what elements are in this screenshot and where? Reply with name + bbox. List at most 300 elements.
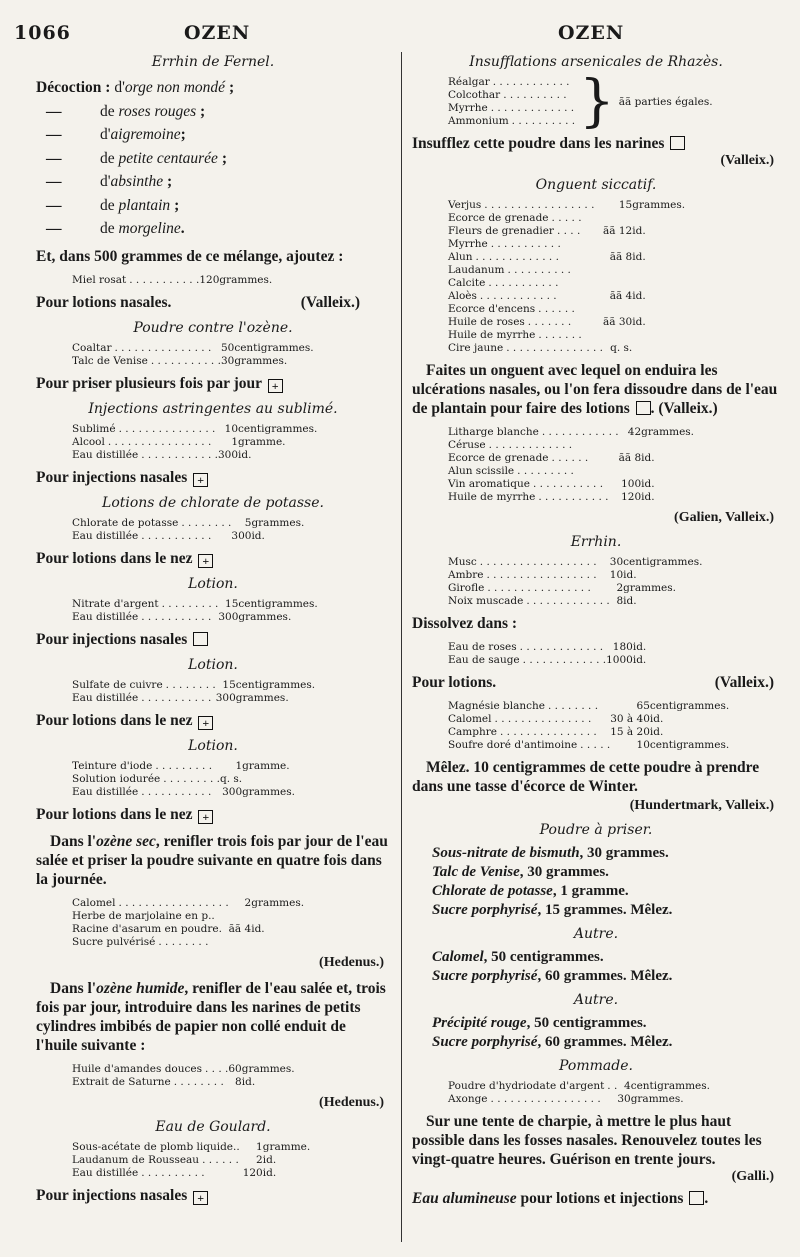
quantity-cell — [603, 212, 632, 225]
unit-cell: gramme. — [262, 1140, 311, 1153]
table-row — [448, 238, 685, 251]
dash-mark: — — [46, 173, 62, 190]
formula-list — [412, 1014, 780, 1052]
ingredient-name: petite centaurée — [118, 149, 218, 167]
ingredient-name: Calcite — [448, 277, 486, 289]
ingredient-name: Huile de myrrhe — [448, 491, 536, 503]
ingredient-cell — [72, 598, 218, 611]
leader-dots: . . . . . . . . . . . . . . . . . — [118, 896, 229, 909]
leader-dots: . . . . — [204, 1062, 229, 1075]
ingredient-name: morgeline — [118, 220, 181, 237]
leader-dots: . . . . . . . . . . . . — [479, 290, 557, 302]
leader-dots: . . . . . . . . . . . — [141, 610, 212, 623]
ingredient-name: roses rouges — [118, 102, 197, 120]
decoction-line — [36, 123, 390, 147]
plus-box-icon: + — [193, 473, 208, 487]
ingredient-cell — [72, 692, 216, 705]
quantity-cell: q. s. — [610, 342, 633, 354]
unit-cell: grammes. — [235, 691, 289, 704]
empty-box-icon — [636, 401, 651, 415]
table-row — [72, 1154, 310, 1167]
quantity-cell: 8 — [616, 595, 624, 607]
decoction-line — [36, 194, 390, 218]
ingredient-cell — [72, 1141, 243, 1154]
table-row — [448, 739, 729, 752]
quantity-cell: 30 — [617, 1093, 631, 1105]
unit-cell — [632, 342, 685, 355]
quantity-cell: 1 — [256, 1140, 263, 1153]
ingredient-cell — [448, 212, 603, 225]
plus-box-icon: + — [198, 716, 213, 730]
ingredient-cell — [448, 478, 619, 491]
table-row — [448, 264, 685, 277]
unit-cell: grammes. — [632, 199, 686, 211]
plus-box-icon: + — [198, 554, 213, 568]
article: d' — [100, 173, 111, 190]
ingredient-cell — [448, 277, 603, 290]
ingredient-name: Fleurs de grenadier — [448, 225, 554, 237]
punctuation: ; — [170, 196, 180, 214]
leader-dots: . . . . . . . . . . . — [150, 354, 221, 367]
ingredient-name: Girofle — [448, 582, 485, 594]
source-citation: (Galli.) — [731, 1169, 774, 1184]
unit-cell: centigrammes. — [235, 678, 316, 691]
decoction-line — [36, 170, 390, 194]
quantity-cell: ãã 4 — [228, 922, 252, 935]
unit-cell: centigrammes. — [623, 556, 703, 568]
table-row — [72, 773, 295, 786]
ingredient-cell — [448, 1093, 617, 1106]
table-row — [72, 517, 304, 530]
table-row — [448, 595, 702, 608]
ingredient-cell — [448, 1080, 617, 1093]
table-row — [448, 465, 694, 478]
unit-cell: id. — [262, 1166, 277, 1179]
ingredient-cell — [448, 739, 610, 752]
ingredient-name: Teinture d'iode — [72, 759, 153, 772]
ingredient-name: Sublimé — [72, 422, 116, 435]
table-row — [448, 641, 646, 654]
unit-cell: centigrammes. — [238, 422, 318, 435]
quantity-cell: 100 — [621, 478, 642, 490]
quantity-cell: 15 — [618, 199, 633, 211]
quantity-cell: 1 — [235, 759, 243, 772]
unit-cell: grammes. — [238, 610, 292, 623]
leader-dots: . . . . . . — [551, 452, 589, 464]
table-row — [72, 449, 317, 462]
leader-dots: . . . . . . . . — [181, 516, 232, 529]
leader-dots: . . . . . — [551, 212, 582, 224]
ingredient-table — [72, 274, 272, 287]
leader-dots: . . . . . . . . . . . . . . . . . — [486, 569, 597, 581]
recipe-title: Poudre contre l'ozène. — [133, 319, 293, 336]
recipe-title: Errhin de Fernel. — [151, 54, 275, 70]
leader-dots: . . . . . . . . . . . . . . . — [494, 713, 592, 725]
ingredient-name: plantain — [118, 196, 171, 214]
dose: , 15 grammes. Mêlez. — [537, 902, 673, 918]
source-citation: (Valleix.) — [720, 153, 774, 168]
leader-dots: . . . . . . . . . . . . — [492, 76, 570, 88]
leader-dots: . . . . . . . . . . . — [141, 691, 212, 704]
table-row — [72, 530, 304, 543]
ingredient-name: Eau de roses — [448, 641, 517, 653]
ingredient-cell — [448, 641, 606, 654]
table-row — [448, 556, 702, 569]
quantity-cell — [619, 465, 642, 478]
table-row — [448, 342, 685, 355]
leader-dots: . . . . . . . . . . . . . . . . . — [490, 1093, 601, 1105]
leader-dots: . . . . . . . . . . . — [488, 277, 559, 289]
ingredient-cell — [72, 1076, 228, 1089]
paragraph: Dans l'ozène humide, renifler de l'eau salée et, trois fois par jour, introduire dans les narines de petits cylindres imbibés de papier non collé enduit de l'huile suivante : — [36, 979, 386, 1054]
ingredient-cell — [448, 316, 603, 329]
quantity-cell: 42 — [627, 426, 642, 438]
unit-cell: gramme. — [242, 759, 290, 772]
usage-line: Pour injections nasales + — [36, 468, 390, 487]
recipe-title: Lotions de chlorate de potasse. — [102, 494, 324, 511]
ingredient-name: Alun scissile — [448, 465, 515, 477]
quantity-cell: 2 — [244, 896, 252, 909]
table-row — [72, 1141, 310, 1154]
leader-dots: . . . . . . . — [538, 329, 582, 341]
recipe-title: Lotion. — [188, 737, 238, 754]
ingredient-table — [448, 426, 694, 504]
table-row — [72, 923, 304, 936]
unit-cell — [632, 329, 685, 342]
quantity-cell: 300 — [231, 529, 252, 542]
leader-dots: . . . . . . — [202, 1153, 239, 1166]
decoction-list — [36, 100, 390, 241]
table-row — [448, 726, 729, 739]
table-row — [448, 290, 685, 303]
leader-dots: . . . . . . . . . . . — [532, 478, 604, 490]
leader-dots: . . . . . . . . . . . . — [141, 448, 218, 461]
unit-cell: id. — [641, 452, 655, 464]
table-row — [448, 212, 685, 225]
ingredient-name: Sous-acétate de plomb liquide.. — [72, 1140, 240, 1153]
dose: , 60 grammes. Mêlez. — [537, 968, 673, 984]
ingredient-name: Précipité rouge — [432, 1015, 527, 1031]
ingredient-name: Eau distillée — [72, 785, 139, 798]
usage-line: Pour injections nasales — [36, 630, 390, 649]
quantity-cell: 300 — [215, 691, 236, 704]
ingredient-cell — [448, 713, 610, 726]
table-row — [448, 303, 685, 316]
formula-list — [412, 948, 780, 986]
dose: , 1 gramme. — [552, 883, 629, 899]
ingredient-cell — [72, 923, 229, 936]
dose: , 30 grammes. — [579, 845, 669, 861]
paragraph: Dans l'ozène sec, renifler trois fois par jour de l'eau salée et priser la poudre suivante en quatre fois dans la journée. — [36, 832, 388, 888]
ingredient-table — [448, 556, 702, 608]
leader-dots: . . . . . . . . . . . . . . . — [506, 342, 604, 354]
leader-dots: . . . . . . . . . . — [507, 264, 571, 276]
ingredient-name: Sucre porphyrisé — [432, 968, 538, 984]
leader-dots: . . . . . . . . . . . . . . . . — [487, 582, 591, 594]
ingredient-name: Talc de Venise — [72, 354, 148, 367]
leader-dots: . . . . . . . . . — [161, 597, 219, 610]
table-row — [448, 329, 685, 342]
table-row — [72, 936, 304, 949]
formula-line — [432, 948, 780, 967]
page-number: 1066 — [14, 22, 71, 44]
unit-cell: centigrammes. — [649, 739, 730, 751]
leader-dots: . . . . . . . . . . . — [490, 238, 561, 250]
leader-dots: . . . . . . . . . . — [141, 1166, 205, 1179]
quantity-cell: 15 à 20 — [610, 726, 650, 738]
ingredient-name: Musc — [448, 556, 477, 568]
quantity-cell: 30 — [609, 556, 624, 568]
unit-cell — [251, 936, 304, 949]
ingredient-table — [72, 423, 317, 462]
dash-mark: — — [46, 220, 62, 237]
table-row — [448, 700, 729, 713]
leader-dots: . . . . . . . . . . . — [141, 785, 212, 798]
leader-dots: . . . . . . . . . . . . . — [490, 102, 575, 114]
ingredient-name: Cire jaune — [448, 342, 504, 354]
decoction-line — [36, 147, 390, 171]
ingredient-name: Laudanum de Rousseau — [72, 1153, 200, 1166]
ingredient-cell — [448, 556, 610, 569]
quantity-cell — [603, 238, 632, 251]
table-row — [72, 786, 295, 799]
ingredient-name: Ecorce de grenade — [448, 452, 549, 464]
ingredient-cell — [72, 936, 229, 949]
quantity-cell: 65 — [636, 700, 650, 712]
right-column — [412, 54, 780, 1216]
list-item — [448, 76, 575, 89]
unit-cell: id. — [641, 491, 655, 503]
ingredient-cell — [72, 760, 220, 773]
ingredient-cell — [72, 1063, 228, 1076]
unit-cell: centigrammes. — [630, 1080, 710, 1092]
list-item — [448, 89, 575, 102]
leader-dots: . . . . . . — [538, 303, 575, 315]
formula-line — [432, 1014, 780, 1033]
empty-box-icon — [193, 632, 208, 646]
source-citation: (Hedenus.) — [319, 954, 384, 970]
table-row — [72, 611, 318, 624]
unit-cell: grammes. — [630, 1093, 684, 1105]
ingredient-cell — [72, 786, 220, 799]
table-row — [72, 1076, 295, 1089]
leader-dots: . . . . . . . . — [547, 700, 599, 712]
unit-cell: grammes. — [219, 273, 273, 286]
ingredient-table — [72, 679, 315, 705]
ingredient-cell — [448, 290, 603, 303]
punctuation: ; — [217, 149, 227, 167]
quantity-cell: 300 — [222, 785, 243, 798]
ingredient-name: aigremoine — [110, 126, 181, 143]
quantity-cell: q. s. — [220, 772, 243, 785]
table-row — [72, 897, 304, 910]
ingredient-table — [72, 760, 295, 799]
dash-mark: — — [46, 126, 62, 143]
leader-dots: . . . . . . . . . . . . . — [488, 439, 573, 451]
leader-dots: . . . . . . . . . . . . — [541, 426, 619, 438]
quantity-cell: 10 — [609, 569, 624, 581]
ingredient-cell — [448, 726, 610, 739]
decoction-line: Décoction : d'orge non mondé ; — [36, 79, 235, 96]
unit-cell: id. — [623, 595, 637, 607]
unit-cell: id. — [649, 726, 664, 738]
unit-cell: grammes. — [234, 354, 288, 367]
instruction-text: Dissolvez dans : — [412, 615, 518, 632]
table-row — [448, 277, 685, 290]
ingredient-cell — [448, 329, 603, 342]
quantity-cell — [603, 277, 632, 290]
paragraph: Mêlez. 10 centigrammes de cette poudre à prendre dans une tasse d'écorce de Winter. — [412, 759, 760, 795]
ingredient-name: Sous-nitrate de bismuth — [432, 845, 580, 861]
table-row — [72, 355, 314, 368]
leader-dots: . . . . . . . . . . . . . . . . — [107, 435, 212, 448]
leader-dots: . . . . . . . . . — [163, 772, 220, 785]
ingredient-name: Ecorce d'encens — [448, 303, 536, 315]
quantity-cell: 180 — [612, 641, 633, 653]
leader-dots: . . . . . . . . . . . . . — [526, 595, 610, 607]
table-row — [448, 316, 685, 329]
ingredient-cell — [72, 611, 218, 624]
ingredient-name: Ecorce de grenade — [448, 212, 549, 224]
ingredient-name: Huile d'amandes douces — [72, 1062, 202, 1075]
ingredient-cell — [72, 1154, 243, 1167]
quantity-cell: 120 — [242, 1166, 263, 1179]
quantity-cell: 10 — [224, 422, 239, 435]
ingredient-name: Ammonium — [448, 115, 509, 127]
leader-dots: . . . . . . . . . . — [511, 115, 576, 127]
quantity-cell: 5 — [244, 516, 252, 529]
column-divider — [401, 52, 402, 1242]
ingredient-name: Myrrhe — [448, 102, 488, 114]
recipe-title: Errhin. — [570, 534, 622, 550]
quantity-cell: ãã 8 — [618, 452, 642, 464]
table-row — [72, 598, 318, 611]
leader-dots: . . . . . . . . . . . — [141, 529, 212, 542]
ingredient-cell — [448, 225, 603, 238]
article: de — [100, 196, 119, 214]
ingredient-name: Miel rosat — [72, 273, 127, 286]
ingredient-name: Camphre — [448, 726, 497, 738]
table-row — [448, 1080, 710, 1093]
leader-dots: . . . . . . . . . . . — [129, 273, 200, 286]
ingredient-cell — [448, 342, 603, 355]
recipe-title: Lotion. — [188, 575, 238, 592]
table-row — [448, 251, 685, 264]
usage-line: Pour lotions dans le nez + — [36, 711, 390, 730]
table-row — [448, 491, 694, 504]
ingredient-name: Calomel — [448, 713, 492, 725]
recipe-title: Insufflations arsenicales de Rhazès. — [469, 54, 723, 70]
ingredient-name: Calomel — [72, 896, 116, 909]
list-item — [448, 115, 575, 128]
recipe-title: Eau de Goulard. — [155, 1118, 271, 1135]
ingredient-name: Poudre d'hydriodate d'argent — [448, 1080, 605, 1092]
running-head-right: OZEN — [558, 22, 625, 44]
formula-line — [432, 863, 780, 882]
usage-line: Insufflez cette poudre dans les narines — [412, 134, 780, 153]
quantity-cell: 60 — [228, 1062, 242, 1075]
leader-dots: . . — [607, 1080, 618, 1092]
ingredient-table — [72, 598, 318, 624]
unit-cell — [242, 773, 295, 786]
table-row — [72, 436, 317, 449]
unit-cell — [632, 238, 685, 251]
ingredient-name: Magnésie blanche — [448, 700, 545, 712]
ingredient-cell — [72, 342, 221, 355]
recipe-title: Poudre à priser. — [539, 822, 653, 838]
source-citation: (Hundertmark, Valleix.) — [629, 798, 774, 813]
leader-dots: . . . . — [556, 225, 581, 237]
ingredient-name: Alun — [448, 251, 473, 263]
ingredient-cell — [72, 517, 231, 530]
quantity-cell — [229, 936, 252, 949]
ingredient-name: Sucre pulvérisé — [72, 935, 156, 948]
instruction-text: Et, dans 500 grammes de ce mélange, ajoutez : — [36, 247, 344, 265]
leader-dots: . . . . . . . . . . . . . . . — [118, 422, 216, 435]
ingredient-name: Nitrate d'argent — [72, 597, 159, 610]
closing-line: Eau alumineuse pour lotions et injections . — [412, 1190, 709, 1207]
ingredient-table — [72, 1141, 310, 1180]
table-row — [448, 225, 685, 238]
leader-dots: . . . . . . . . . — [517, 465, 574, 477]
ingredient-cell — [72, 274, 199, 287]
unit-cell: id. — [241, 1075, 256, 1088]
leader-dots: . . . . . . . . — [165, 678, 216, 691]
recipe-title: Injections astringentes au sublimé. — [88, 400, 338, 417]
unit-cell — [251, 910, 304, 923]
paragraph: Faites un onguent avec lequel on enduira les ulcérations nasales, ou l'on fera dissoudre dans de l'eau de plantain pour faire des lotions . (Valleix.) — [412, 362, 778, 417]
usage-line: Pour lotions. (Valleix.) — [412, 674, 774, 691]
ingredient-name: Eau distillée — [72, 610, 139, 623]
empty-box-icon — [689, 1191, 704, 1205]
ingredient-cell — [448, 595, 610, 608]
unit-cell: grammes. — [251, 896, 305, 909]
usage-line: Pour lotions dans le nez + — [36, 805, 390, 824]
ingredient-cell — [448, 199, 603, 212]
quantity-cell: 300 — [218, 448, 239, 461]
plus-box-icon: + — [193, 1191, 208, 1205]
unit-cell: id. — [262, 1153, 277, 1166]
unit-cell: id. — [251, 529, 265, 542]
ingredient-table — [72, 342, 314, 368]
formula-line — [432, 967, 780, 986]
quantity-cell: 50 — [220, 341, 235, 354]
formula-line — [432, 882, 780, 901]
quantity-cell: 120 — [621, 491, 642, 503]
dash-mark: — — [46, 149, 62, 167]
ingredient-table — [448, 641, 646, 667]
quantity-cell: ãã 8 — [609, 251, 633, 263]
ingredient-name: Chlorate de potasse — [72, 516, 179, 529]
unit-cell: centigrammes. — [238, 597, 318, 610]
leader-dots: . . . . . . . . . . . . . . . — [114, 341, 212, 354]
leader-dots: . . . . . . . . . . . . . . . . . . — [479, 556, 597, 568]
source-citation: (Galien, Valleix.) — [674, 510, 774, 525]
leader-dots: . . . . . . . . . . . . . . . . . — [484, 199, 595, 211]
ingredient-name: Coaltar — [72, 341, 112, 354]
ingredient-cell — [448, 264, 603, 277]
dash-mark: — — [46, 196, 62, 214]
ingredient-name: Racine d'asarum en poudre. — [72, 922, 222, 935]
ingredient-name: Eau distillée — [72, 691, 139, 704]
ingredient-cell — [448, 426, 619, 439]
unit-cell: id. — [632, 316, 646, 328]
plus-box-icon: + — [198, 810, 213, 824]
quantity-cell — [229, 910, 252, 923]
unit-cell: centigrammes. — [234, 341, 314, 354]
ingredient-cell — [72, 355, 221, 368]
ingredient-name: Eau distillée — [72, 448, 139, 461]
